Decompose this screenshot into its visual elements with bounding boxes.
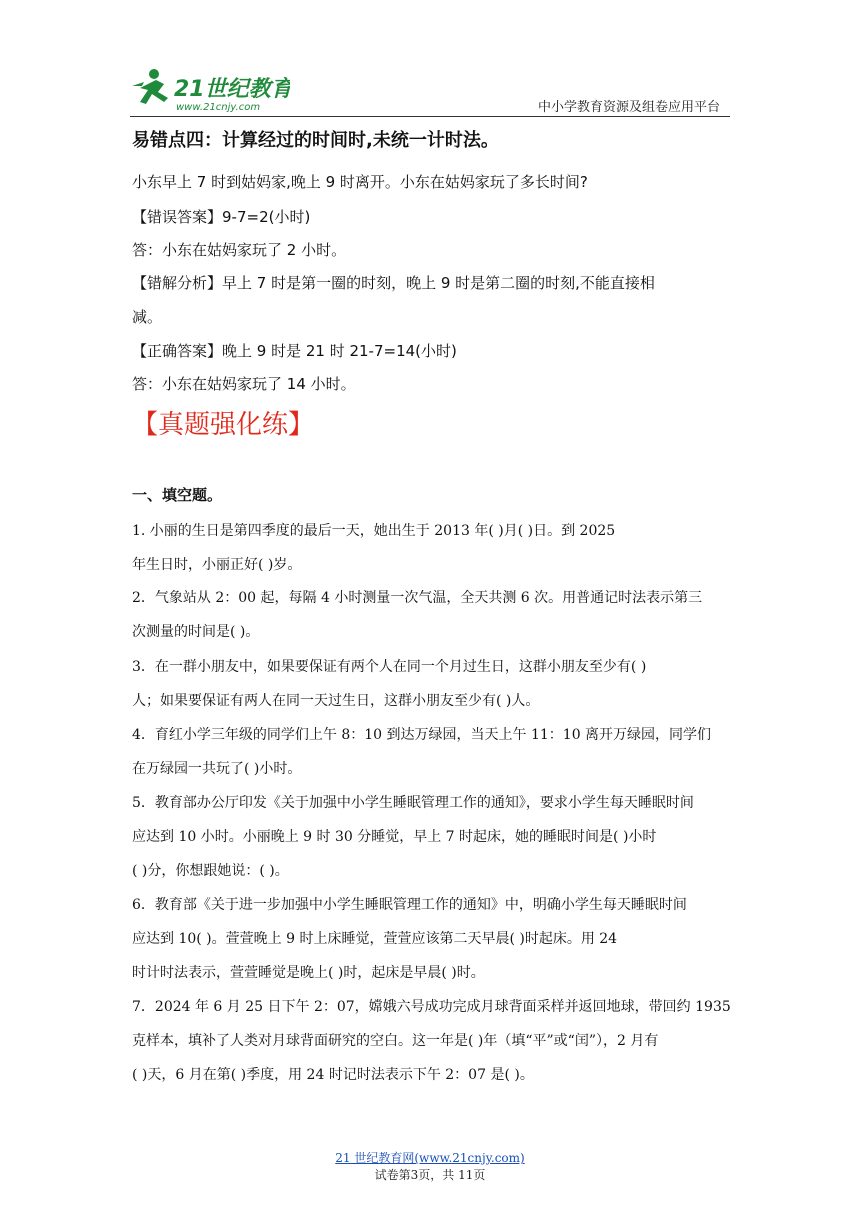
analysis-line-1: 【错解分析】早上 7 时是第一圈的时刻，晚上 9 时是第二圈的时刻,不能直接相 — [132, 274, 655, 292]
platform-name: 中小学教育资源及组卷应用平台 — [537, 100, 720, 115]
question-line: 次测量的时间是( )。 — [132, 624, 260, 640]
question-line: 人；如果要保证有两人在同一天过生日，这群小朋友至少有( )人。 — [132, 693, 540, 709]
question-line: 在万绿园一共玩了( )小时。 — [132, 761, 302, 777]
page-number: 试卷第3页，共 11页 — [374, 1168, 486, 1182]
page-header — [130, 62, 730, 118]
svg-text:www.21cnjy.com: www.21cnjy.com — [176, 102, 261, 113]
footer-link[interactable]: 21 世纪教育网(www.21cnjy.com) — [335, 1151, 525, 1165]
svg-text:21世纪教育: 21世纪教育 — [174, 77, 290, 102]
question-line: 应达到 10( )。萱萱晚上 9 时上床睡觉，萱萱应该第二天早晨( )时起床。用 24 — [132, 931, 618, 947]
question-line: ( )分，你想跟她说：( )。 — [132, 863, 289, 879]
runner-icon — [132, 69, 168, 104]
question-line: 5．教育部办公厅印发《关于加强中小学生睡眠管理工作的通知》，要求小学生每天睡眠时间 — [132, 795, 694, 811]
question-line: 时计时法表示，萱萱睡觉是晚上( )时，起床是早晨( )时。 — [132, 965, 485, 981]
analysis-line-2: 减。 — [132, 308, 163, 326]
question-line: 应达到 10 小时。小丽晚上 9 时 30 分睡觉，早上 7 时起床，她的睡眠时间是( )小时 — [132, 829, 657, 845]
question-line: 4．育红小学三年级的同学们上午 8：10 到达万绿园，当天上午 11：10 离开万绿园，同学们 — [132, 727, 712, 743]
correct-answer: 【正确答案】晚上 9 时是 21 时 21-7=14(小时) — [132, 342, 457, 360]
correct-reply: 答：小东在姑妈家玩了 14 小时。 — [132, 375, 356, 393]
wrong-answer: 【错误答案】9-7=2(小时) — [132, 208, 311, 226]
problem-text: 小东早上 7 时到姑妈家,晚上 9 时离开。小东在姑妈家玩了多长时间? — [132, 173, 588, 191]
question-line: 2．气象站从 2：00 起，每隔 4 小时测量一次气温，全天共测 6 次。用普通记时法表示第三 — [132, 590, 703, 606]
question-line: 克样本，填补了人类对月球背面研究的空白。这一年是( )年（填“平”或“闰”），2 月有 — [132, 1033, 659, 1049]
question-line: 1. 小丽的生日是第四季度的最后一天，她出生于 2013 年( )月( )日。到 2025 — [132, 523, 616, 539]
question-line: ( )天，6 月在第( )季度，用 24 时记时法表示下午 2：07 是( )。 — [132, 1067, 534, 1083]
header-divider — [130, 116, 730, 117]
practice-title: 【真题强化练】 — [132, 410, 315, 440]
wrong-reply: 答：小东在姑妈家玩了 2 小时。 — [132, 241, 347, 259]
question-line: 3．在一群小朋友中，如果要保证有两个人在同一个月过生日，这群小朋友至少有( ) — [132, 659, 647, 675]
question-line: 年生日时，小丽正好( )岁。 — [132, 557, 302, 573]
section-title: 易错点四：计算经过的时间时,未统一计时法。 — [132, 130, 499, 151]
site-logo — [130, 62, 290, 118]
questions-header: 一、填空题。 — [132, 486, 223, 504]
question-line: 6．教育部《关于进一步加强中小学生睡眠管理工作的通知》中，明确小学生每天睡眠时间 — [132, 897, 687, 913]
question-line: 7．2024 年 6 月 25 日下午 2：07，嫦娥六号成功完成月球背面采样并返回地球，带回约 1935 — [132, 999, 731, 1015]
